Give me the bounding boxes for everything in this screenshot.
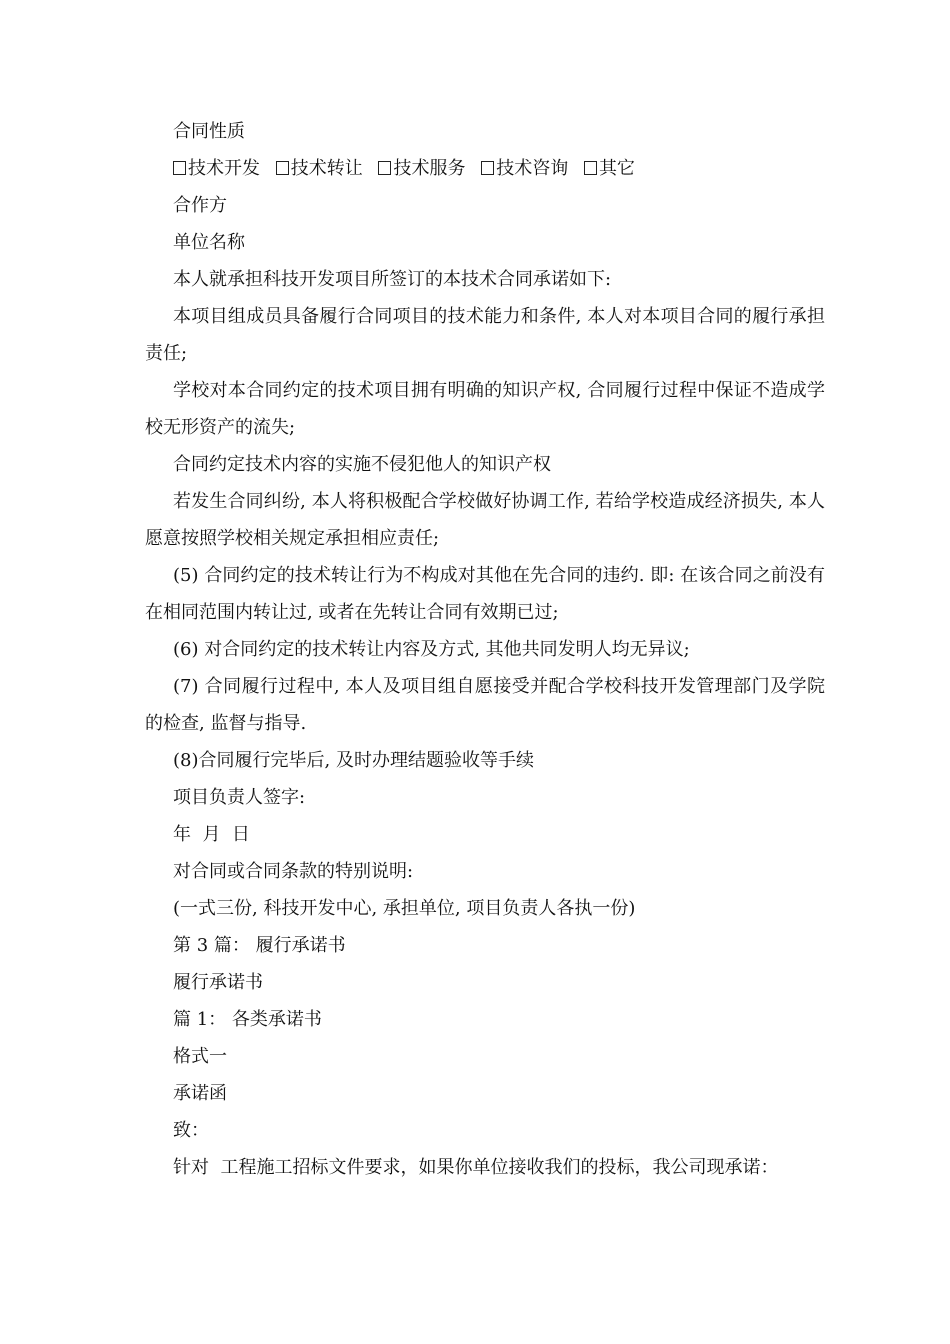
contract-type-options	[145, 150, 825, 187]
option-tech-consulting[interactable]: 技术咨询	[481, 158, 568, 179]
contract-nature-label: 合同性质	[173, 121, 245, 142]
signature-label: 项目负责人签字:	[173, 787, 306, 808]
heading: 履行承诺书	[173, 972, 263, 993]
commitment-item-8: (8)合同履行完毕后, 及时办理结题验收等手续	[173, 750, 534, 771]
copies-note: (一式三份, 科技开发中心, 承担单位, 项目负责人各执一份)	[173, 898, 636, 919]
checkbox-icon[interactable]	[173, 161, 186, 175]
commitment-item-2: 学校对本合同约定的技术项目拥有明确的知识产权, 合同履行过程中保证不造成学校无形资产的流失;	[145, 380, 825, 438]
checkbox-icon[interactable]	[481, 161, 494, 175]
checkbox-icon[interactable]	[584, 161, 597, 175]
chapter1-title: 篇 1： 各类承诺书	[173, 1009, 322, 1030]
option-tech-transfer[interactable]: 技术转让	[276, 158, 363, 179]
commitment-intro: 本人就承担科技开发项目所签订的本技术合同承诺如下:	[173, 269, 612, 290]
option-other[interactable]: 其它	[584, 158, 635, 179]
partner-label: 合作方	[173, 195, 227, 216]
date-line: 年 月 日	[173, 824, 250, 845]
letter-title: 承诺函	[173, 1083, 227, 1104]
checkbox-icon[interactable]	[276, 161, 289, 175]
to-label: 致：	[173, 1120, 209, 1141]
option-tech-service[interactable]: 技术服务	[378, 158, 465, 179]
commitment-item-4: 若发生合同纠纷, 本人将积极配合学校做好协调工作, 若给学校造成经济损失, 本人愿意按照学校相关规定承担相应责任;	[145, 491, 825, 549]
commitment-item-1: 本项目组成员具备履行合同项目的技术能力和条件, 本人对本项目合同的履行承担责任;	[145, 306, 825, 364]
last-line: 针对 工程施工招标文件要求，如果你单位接收我们的投标，我公司现承诺：	[173, 1157, 779, 1178]
special-note-label: 对合同或合同条款的特别说明:	[173, 861, 414, 882]
commitment-item-3: 合同约定技术内容的实施不侵犯他人的知识产权	[173, 454, 551, 475]
document-body	[145, 113, 825, 1186]
checkbox-icon[interactable]	[378, 161, 391, 175]
commitment-item-7: (7) 合同履行过程中, 本人及项目组自愿接受并配合学校科技开发管理部门及学院的检查, 监督与指导.	[145, 676, 825, 734]
format1-label: 格式一	[173, 1046, 227, 1067]
commitment-item-6: (6) 对合同约定的技术转让内容及方式, 其他共同发明人均无异议;	[173, 639, 690, 660]
section3-title: 第 3 篇： 履行承诺书	[173, 935, 346, 956]
unit-name-label: 单位名称	[173, 232, 245, 253]
commitment-item-5: (5) 合同约定的技术转让行为不构成对其他在先合同的违约. 即: 在该合同之前没有在相同范围内转让过, 或者在先转让合同有效期已过;	[145, 565, 825, 623]
option-tech-development[interactable]: 技术开发	[173, 158, 260, 179]
